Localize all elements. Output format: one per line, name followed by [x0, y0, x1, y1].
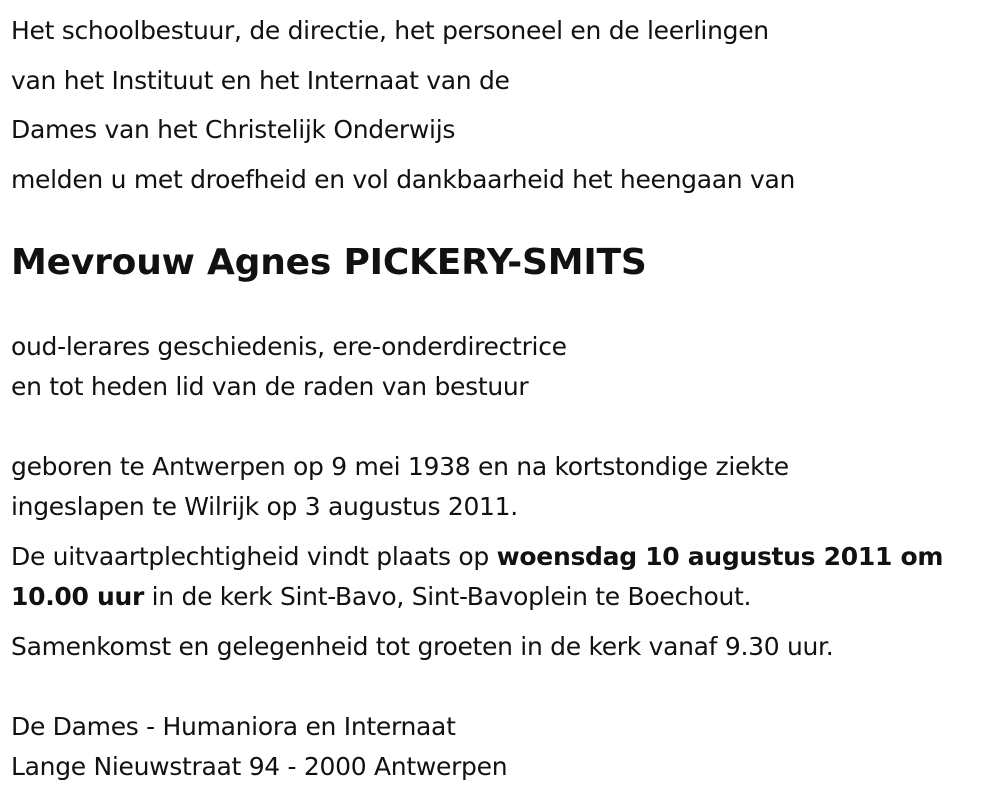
deceased-name: Mevrouw Agnes PICKERY-SMITS [11, 242, 647, 283]
sender-address: Lange Nieuwstraat 94 - 2000 Antwerpen [11, 752, 508, 781]
role-paragraph [11, 327, 991, 407]
death-notice [11, 0, 991, 787]
ceremony-time: 10.00 uur [11, 582, 145, 611]
intro-paragraph [11, 6, 991, 204]
role-line-2: en tot heden lid van de raden van bestuur [11, 372, 529, 401]
gathering-paragraph [11, 627, 991, 667]
ceremony-paragraph [11, 537, 991, 617]
role-line-1: oud-lerares geschiedenis, ere-onderdirectrice [11, 332, 567, 361]
intro-line-4: melden u met droefheid en vol dankbaarheid het heengaan van [11, 164, 796, 194]
birth-line: geboren te Antwerpen op 9 mei 1938 en na kortstondige ziekte [11, 452, 789, 481]
death-line: ingeslapen te Wilrijk op 3 augustus 2011. [11, 492, 518, 521]
intro-line-2: van het Instituut en het Internaat van de [11, 65, 510, 95]
gathering-line: Samenkomst en gelegenheid tot groeten in de kerk vanaf 9.30 uur. [11, 632, 834, 661]
intro-line-1: Het schoolbestuur, de directie, het personeel en de leerlingen [11, 16, 769, 45]
sender-block [11, 707, 991, 787]
birth-death-paragraph [11, 447, 991, 527]
ceremony-prefix: De uitvaartplechtigheid vindt plaats op [11, 542, 497, 571]
intro-line-3: Dames van het Christelijk Onderwijs [11, 115, 456, 144]
sender-name: De Dames - Humaniora en Internaat [11, 712, 456, 741]
ceremony-line-2 [11, 577, 991, 617]
ceremony-date: woensdag 10 augustus 2011 om [496, 542, 944, 571]
ceremony-location: in de kerk Sint-Bavo, Sint-Bavoplein te Boechout. [144, 582, 752, 611]
ceremony-line-1 [11, 537, 991, 577]
